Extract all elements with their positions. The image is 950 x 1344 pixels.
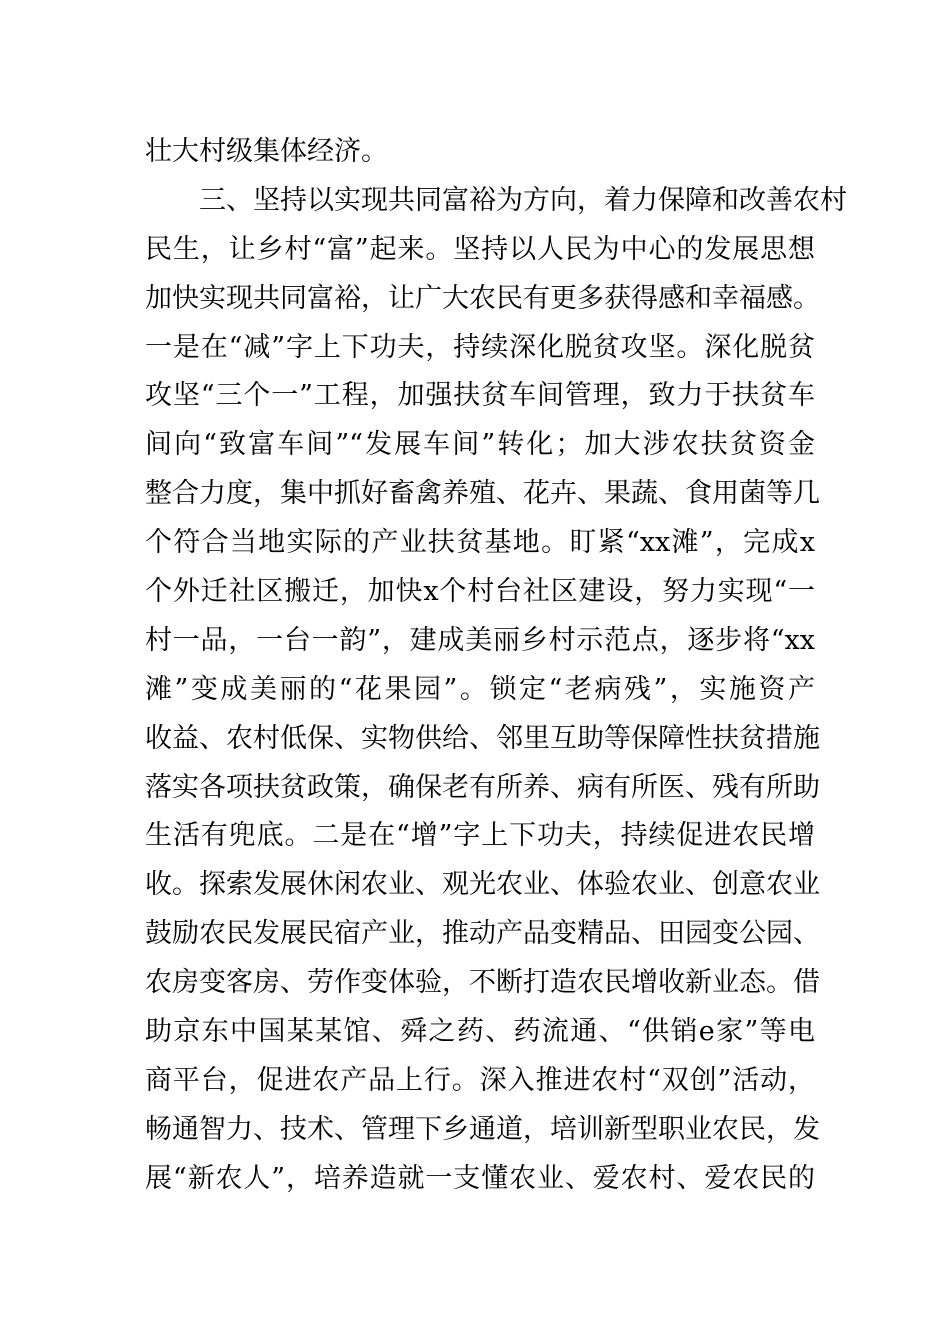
text-line: 鼓励农民发展民宿产业，推动产品变精品、田园变公园、 [145, 918, 820, 950]
document-body [145, 128, 847, 1204]
text-line: 落实各项扶贫政策，确保老有所养、病有所医、残有所助 [145, 771, 820, 803]
text-line: 壮大村级集体经济。 [145, 136, 388, 167]
text-line: 加快实现共同富裕，让广大农民有更多获得感和幸福感。 [145, 282, 820, 314]
text-line: 商平台，促进农产品上行。深入推进农村“双创”活动， [145, 1064, 815, 1096]
text-line: 攻坚“三个一”工程，加强扶贫车间管理，致力于扶贫车 [145, 380, 815, 412]
text-line: 间向“致富车间”“发展车间”转化；加大涉农扶贫资金 [145, 429, 815, 461]
text-line: 助京东中国某某馆、舜之药、药流通、“供销e家”等电 [145, 1016, 815, 1048]
text-line: 村一品，一台一韵”，建成美丽乡村示范点，逐步将“xx [145, 624, 815, 656]
text-line: 滩”变成美丽的“花果园”。锁定“老病残”，实施资产 [145, 673, 815, 705]
text-line: 生活有兜底。二是在“增”字上下功夫，持续促进农民增 [145, 820, 815, 852]
text-line: 民生，让乡村“富”起来。坚持以人民为中心的发展思想 [145, 233, 815, 265]
text-line: 一是在“减”字上下功夫，持续深化脱贫攻坚。深化脱贫 [145, 331, 815, 363]
text-line: 个符合当地实际的产业扶贫基地。盯紧“xx滩”，完成x [145, 527, 815, 559]
text-line: 个外迁社区搬迁，加快x个村台社区建设，努力实现“一 [145, 576, 815, 608]
text-line: 整合力度，集中抓好畜禽养殖、花卉、果蔬、食用菌等几 [145, 478, 820, 510]
text-line: 农房变客房、劳作变体验，不断打造农民增收新业态。借 [145, 967, 820, 999]
text-line: 畅通智力、技术、管理下乡通道，培训新型职业农民，发 [145, 1113, 820, 1145]
text-line: 收益、农村低保、实物供给、邻里互助等保障性扶贫措施 [145, 722, 820, 754]
text-line: 展“新农人”，培养造就一支懂农业、爱农村、爱农民的 [145, 1162, 815, 1194]
text-line: 收。探索发展休闲农业、观光农业、体验农业、创意农业 [145, 869, 820, 901]
text-line: 三、坚持以实现共同富裕为方向，着力保障和改善农村 [145, 184, 847, 216]
